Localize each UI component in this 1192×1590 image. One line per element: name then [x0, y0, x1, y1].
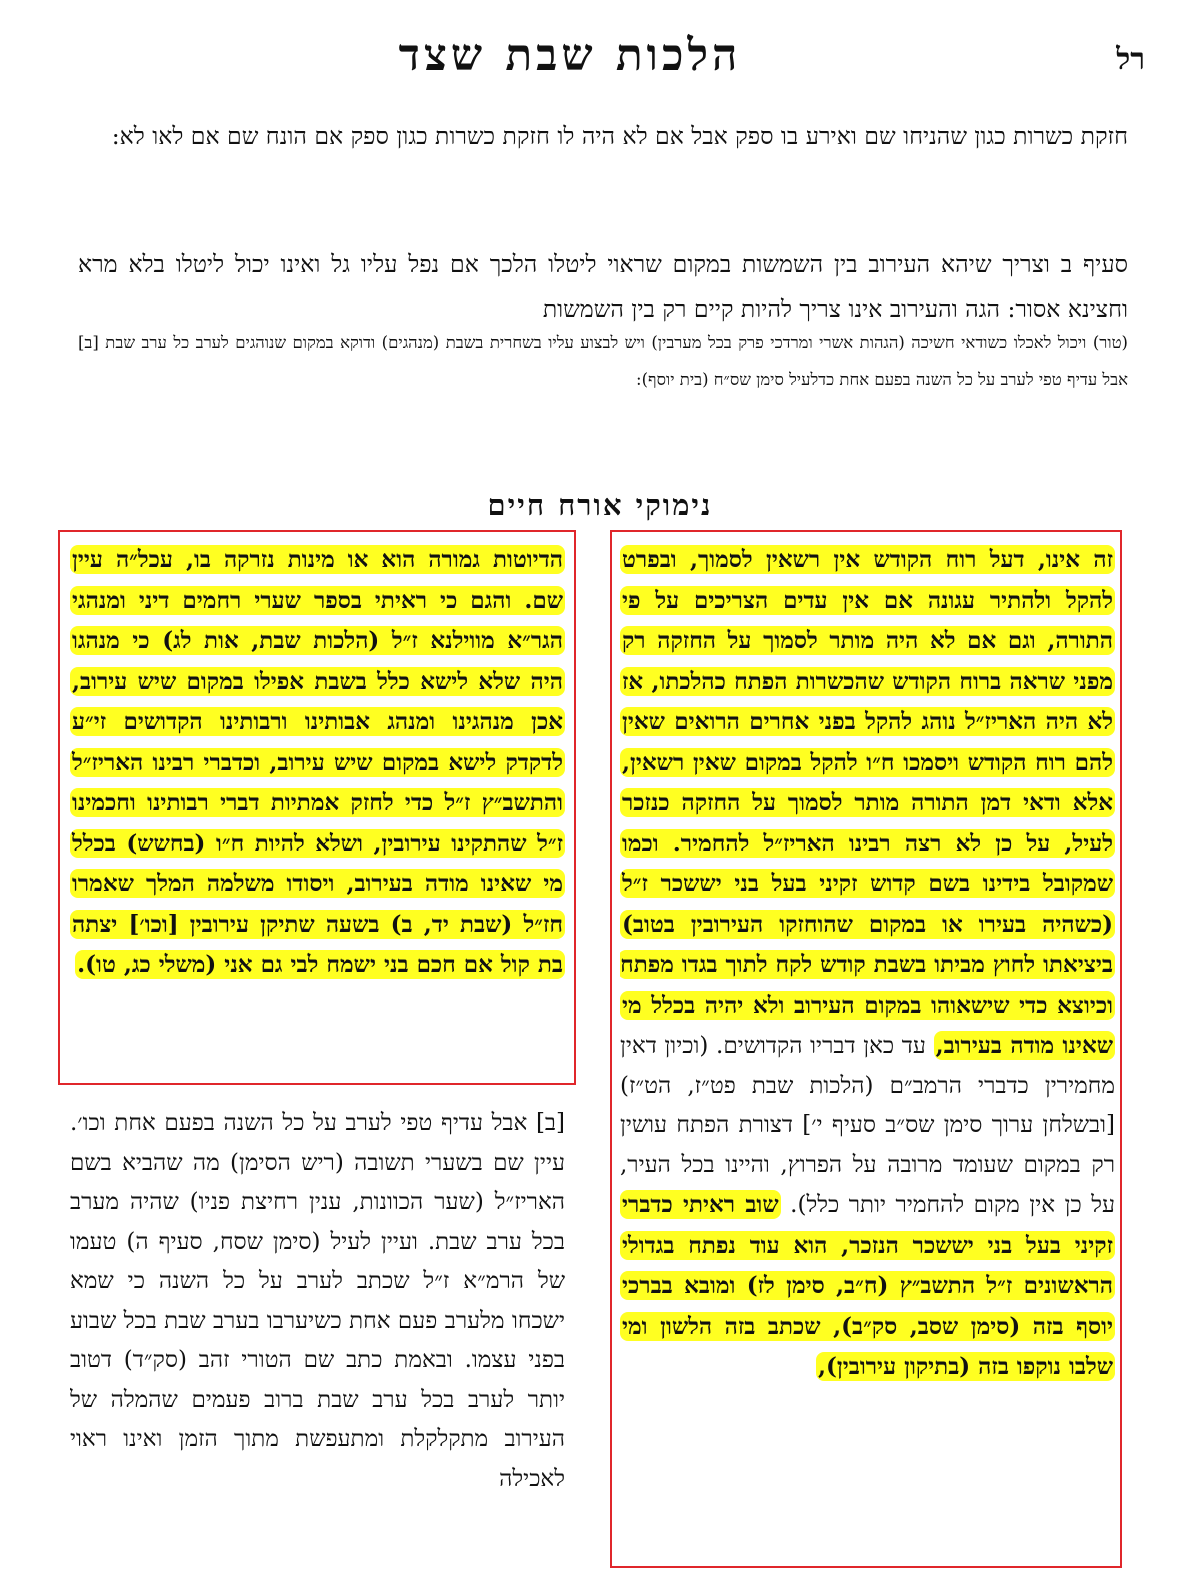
page-number: רל [1116, 42, 1145, 77]
gloss-paragraph: (טור) ויכול לאכלו כשודאי חשיכה (הגהות אשרי ומרדכי פרק בכל מערבין) ויש לבצוע עליו בשחרית בשבת (מנהגים) ודוקא במקום שנוהגים לערב כל ערב שבת [ב] אבל עדיף טפי לערב על כל השנה בפעם אחת כדלעיל סימן שס״ח (בית יוסף): [78, 333, 1128, 389]
highlighted-text: שוב ראיתי כדברי זקיני בעל בני יששכר הנזכר, הוא עוד נפתח בגדולי הראשונים ז״ל התשב״ץ (ח״ב, סימן לז) ומובא בברכי יוסף בזה (סימן שסב, סק״ב), שכתב בזה הלשון ומי שלבו נוקפו בזה (בתיקון עירובין), [622, 1191, 1113, 1380]
highlighted-text: זה אינו, דעל רוח הקודש אין רשאין לסמוך, ובפרט להקל ולהתיר עגונה אם אין עדים הצריכים על פי התורה, וגם אם לא היה מותר לסמוך על החזקה רק מפני שראה ברוח הקודש שהכשרות הפתח כהלכתו, אז לא היה האריז״ל נוהג להקל בפני אחרים הרואים שאין להם רוח הקודש ויסמכו ח״ו להקל במקום שאין רשאין, אלא ודאי דמן התורה מותר לסמוך על החזקה כנזכר לעיל, על כן לא רצה רבינו האריז״ל להחמיר. וכמו שמקובל בידינו בשם קדוש זקיני בעל בני יששכר ז״ל (כשהיה בעירו או במקום שהוחזקו העירובין בטוב) ביציאתו לחוץ מביתו בשבת קודש לקח לתוך בגדו מפתח וכיוצא כדי שישאוהו במקום העירוב ולא יהיה בכלל מי שאינו מודה בעירוב, [620, 546, 1113, 1059]
page-title: הלכות שבת שצד [398, 30, 742, 81]
highlighted-text: הדיוטות גמורה הוא או מינות נזרקה בו, עכל״ה עיין שם. והגם כי ראיתי בספר שערי רחמים דיני ומנהגי הגר״א מווילנא ז״ל (הלכות שבת, אות לג) כי מנהגו היה שלא לישא כלל בשבת אפילו במקום שיש עירוב, אכן מנהגינו ומנהג אבותינו ורבותינו הקדושים זי״ע לדקדק לישא במקום שיש עירוב, וכדברי רבינו האריז״ל והתשב״ץ ז״ל כדי לחזק אמתיות דברי רבותינו וחכמינו ז״ל שהתקינו עירובין, ושלא להיות ח״ו (בחשש) בכלל מי שאינו מודה בעירוב, ויסודו משלמה המלך שאמרו חז״ל (שבת יד, ב) בשעה שתיקן עירובין [וכו׳] יצתה בת קול אם חכם בני ישמח לבי גם אני (משלי כג, טו). [72, 546, 563, 978]
seif-paragraph: סעיף ב וצריך שיהא העירוב בין השמשות במקום שראוי ליטלו הלכך אם נפל עליו גל ואינו יכול ליטלו בלא מרא וחצינא אסור: הגה והעירוב אינו צריך להיות קיים רק בין השמשות [78, 250, 1128, 323]
continuation-paragraph: חזקת כשרות כגון שהניחו שם ואירע בו ספק אבל אם לא היה לו חזקת כשרות כגון ספק אם הונח שם אם לאו לא: [111, 122, 1128, 150]
commentary-right-column [620, 540, 1115, 1550]
commentary-left-column-lower [70, 1104, 565, 1574]
commentary-title: נימוקי אורח חיים [487, 488, 713, 522]
plain-text: עד כאן דבריו הקדושים. (וכיון דאין מחמירין כדברי הרמב״ם (הלכות שבת פט״ז, הט״ז) [ובשלחן ערוך סימן שס״ב סעיף י׳] דצורת הפתח עושין רק במקום שעומד מרובה על הפרוץ, והיינו בכל העיר, על כן אין מקום להחמיר יותר כלל). [620, 1033, 1115, 1218]
plain-text: [ב] אבל עדיף טפי לערב על כל השנה בפעם אחת וכו׳. עיין שם בשערי תשובה (ריש הסימן) מה שהביא בשם האריז״ל (שער הכוונות, ענין רחיצת פניו) שהיה מערב בכל ערב שבת. ועיין לעיל (סימן שסח, סעיף ה) טעמו של הרמ״א ז״ל שכתב לערב על כל השנה כי שמא ישכחו מלערב פעם אחת כשיערבו בערב שבת בכל שבוע בפני עצמו. ובאמת כתב שם הטורי זהב (סק״ד) דטוב יותר לערב בכל ערב שבת ברוב פעמים שהמלה של העירוב מתקלקלת ומתעפשת מתוך הזמן ואינו ראוי לאכילה [70, 1110, 565, 1492]
